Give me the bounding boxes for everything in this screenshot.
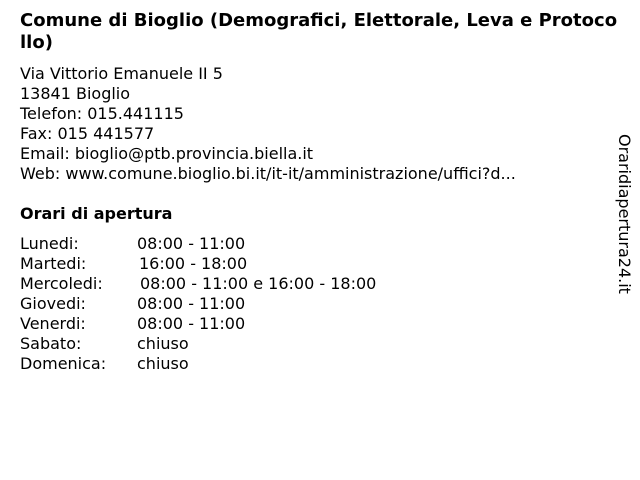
hours-row-monday [20, 234, 376, 254]
phone-number: Telefon: 015.441115 [20, 104, 184, 123]
time-value: chiuso [137, 354, 189, 373]
fax-number: Fax: 015 441577 [20, 124, 155, 143]
time-value: chiuso [137, 334, 189, 353]
email-address: Email: bioglio@ptb.provincia.biella.it [20, 144, 314, 163]
page-title: Comune di Bioglio (Demografici, Elettorale, Leva e Protocollo) [20, 10, 618, 53]
opening-hours-heading: Orari di apertura [20, 204, 173, 223]
day-label: Giovedi: [20, 294, 86, 313]
hours-row-sunday [20, 354, 376, 374]
day-label: Martedi: [20, 254, 87, 273]
hours-row-thursday [20, 294, 376, 314]
website-url: Web: www.comune.bioglio.bi.it/it-it/amministrazione/uffici?d... [20, 164, 516, 183]
day-label: Domenica: [20, 354, 107, 373]
hours-row-wednesday [20, 274, 376, 294]
contact-block [20, 64, 516, 184]
day-label: Sabato: [20, 334, 82, 353]
address-city: 13841 Bioglio [20, 84, 131, 103]
address-street: Via Vittorio Emanuele II 5 [20, 64, 223, 83]
day-label: Mercoledi: [20, 274, 103, 293]
opening-hours-table [20, 234, 376, 374]
hours-row-friday [20, 314, 376, 334]
site-watermark: Oraridiapertura24.it [615, 134, 634, 294]
time-value: 08:00 - 11:00 [137, 314, 246, 333]
time-value: 08:00 - 11:00 [137, 294, 246, 313]
day-label: Venerdi: [20, 314, 86, 333]
time-value: 16:00 - 18:00 [139, 254, 248, 273]
time-value: 08:00 - 11:00 [137, 234, 246, 253]
hours-row-tuesday [20, 254, 376, 274]
day-label: Lunedi: [20, 234, 79, 253]
hours-row-saturday [20, 334, 376, 354]
time-value: 08:00 - 11:00 e 16:00 - 18:00 [140, 274, 377, 293]
